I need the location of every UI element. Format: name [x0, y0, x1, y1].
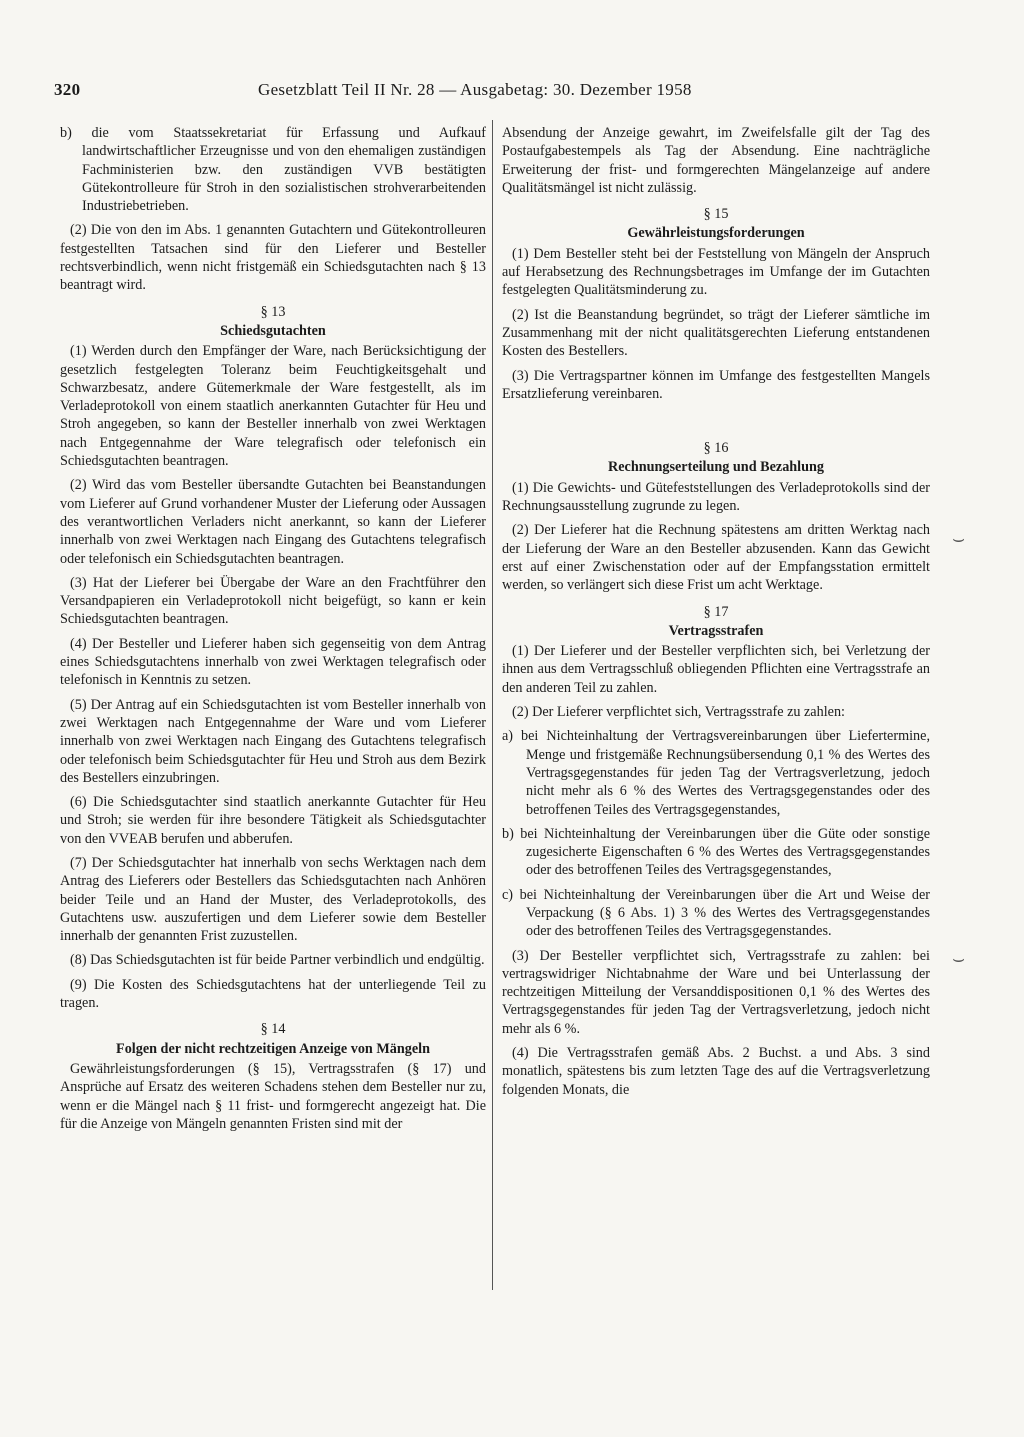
page-number: 320 — [54, 80, 81, 99]
paragraph-15-2: (2) Ist die Beanstandung begründet, so trägt der Lieferer sämtliche im Zusammenhang mit der nicht qualitätsgerechten Lieferung entstandenen Kosten des Bestellers. — [502, 306, 930, 360]
section-16-number: § 16 — [703, 440, 729, 457]
paragraph-17-2-item-b: b) bei Nichteinhaltung der Vereinbarungen über die Güte oder sonstige zugesicherte Eigenschaften 6 % des Wertes des Vertragsgegenstandes oder des betroffenen Teiles des Vertragsgegenstandes, — [502, 825, 930, 879]
margin-mark: ⌣ — [952, 528, 966, 550]
paragraph-13-9: (9) Die Kosten des Schiedsgutachtens hat der unterliegende Teil zu tragen. — [60, 976, 486, 1012]
paragraph-12-item-b: b) die vom Staatssekretariat für Erfassung und Aufkauf landwirtschaftlicher Erzeugnisse und von den ehemaligen zuständigen Fachministerien bzw. den zuständigen VVB bestätigten Gütekontrolleure für Stroh in den sozialistischen strohverarbeitenden Industriebetrieben. — [60, 125, 486, 215]
section-13-title: Schiedsgutachten — [220, 322, 326, 339]
margin-mark: ⌣ — [952, 948, 966, 970]
paragraph-13-2: (2) Wird das vom Besteller übersandte Gutachten bei Beanstandungen vom Lieferer auf Grund vorhandener Muster der Lieferung oder Aussagen des verantwortlichen Verladers nicht anerkannt, so kann der Lieferer innerhalb von zwei Werktagen nach Eingang des Gutachtens telegrafisch oder telefonisch ein Schiedsgutachten beantragen. — [60, 477, 486, 567]
paragraph-13-1: (1) Werden durch den Empfänger der Ware, nach Berücksichtigung der gesetzlich festgelegten Toleranz beim Feuchtigkeitsgehalt und Schwarzbesatz, andere Gütemerkmale der Ware festgestellt, als im Verladeprotokoll von einem staatlich anerkannten Gutachter für Heu und Stroh angegeben, so kann der Besteller innerhalb von zwei Werktagen nach Entgegennahme der Ware telegrafisch oder telefonisch ein Schiedsgutachten beantragen. — [60, 343, 486, 470]
paragraph-17-4: (4) Die Vertragsstrafen gemäß Abs. 2 Buchst. a und Abs. 3 sind monatlich, spätestens bis zum letzten Tage des auf die Vertragsverletzung folgenden Monats, die — [502, 1045, 930, 1098]
section-15-title: Gewährleistungsforderungen — [627, 225, 805, 242]
paragraph-17-2: (2) Der Lieferer verpflichtet sich, Vertragsstrafe zu zahlen: — [512, 704, 845, 721]
section-17-number: § 17 — [703, 603, 729, 620]
section-15-number: § 15 — [703, 206, 729, 223]
section-13-number: § 13 — [260, 303, 286, 320]
paragraph-13-7: (7) Der Schiedsgutachter hat innerhalb von sechs Werktagen nach dem Antrag des Lieferers oder Bestellers das Schiedsgutachten nach Anhören beider Teile und an Hand der Muster, des Verladeprotokolls, des Gutachtens usw. auszufertigen und dem Lieferer sowie dem Besteller innerhalb der genannten Frist zuzustellen. — [60, 854, 486, 945]
right-column — [502, 124, 930, 1105]
paragraph-17-2-item-c: c) bei Nichteinhaltung der Vereinbarungen über die Art und Weise der Verpackung (§ 6 Abs. 1) 3 % des Wertes des Vertragsgegenstandes oder des betroffenen Teiles des Vertragsgegenstandes. — [502, 886, 930, 940]
section-16-title: Rechnungserteilung und Bezahlung — [607, 459, 824, 476]
section-14-title: Folgen der nicht rechtzeitigen Anzeige von Mängeln — [116, 1040, 430, 1057]
paragraph-16-1: (1) Die Gewichts- und Gütefeststellungen des Verladeprotokolls sind der Rechnungsausstellung zugrunde zu legen. — [502, 479, 930, 515]
column-divider — [492, 120, 493, 1290]
section-17-title: Vertragsstrafen — [668, 622, 764, 639]
section-14-number: § 14 — [260, 1021, 286, 1038]
left-column — [60, 124, 486, 1139]
paragraph-16-2: (2) Der Lieferer hat die Rechnung spätestens am dritten Werktag nach der Lieferung der Ware an den Besteller abzusenden. Kann das Gewicht erst auf einer Zwischenstation oder auf der Empfangsstation ermittelt werden, so verlängert sich diese Frist um acht Werktage. — [502, 522, 930, 594]
paragraph-13-4: (4) Der Besteller und Lieferer haben sich gegenseitig von dem Antrag eines Schiedsgutachtens innerhalb von zwei Werktagen telegrafisch oder telefonisch in Kenntnis zu setzen. — [60, 635, 486, 689]
paragraph-13-3: (3) Hat der Lieferer bei Übergabe der Ware an den Frachtführer den Versandpapieren ein Verladeprotokoll nicht beigefügt, so kann er kein Schiedsgutachten beantragen. — [60, 574, 486, 628]
paragraph-17-3: (3) Der Besteller verpflichtet sich, Vertragsstrafe zu zahlen: bei vertragswidriger Nichtabnahme der Ware und bei Unterlassung der rechtzeitigen Mitteilung der Versanddispositionen 0,1 % des Wertes des Vertragsgegenstandes für jeden Tag der Vertragsverletzung, jedoch nicht mehr als 6 %. — [502, 947, 930, 1037]
paragraph-15-3: (3) Die Vertragspartner können im Umfange des festgestellten Mangels Ersatzlieferung vereinbaren. — [502, 367, 930, 402]
paragraph-13-6: (6) Die Schiedsgutachter sind staatlich anerkannte Gutachter für Heu und Stroh; sie werden für ihre besondere Tätigkeit als Schiedsgutachter von den VVEAB berufen und abberufen. — [60, 794, 486, 847]
paragraph-14-1: Gewährleistungsforderungen (§ 15), Vertragsstrafen (§ 17) und Ansprüche auf Ersatz des weiteren Schadens stehen dem Besteller nur zu, wenn er die Mängel nach § 11 frist- und formgerecht angezeigt hat. Die für die Anzeige von Mängeln genannten Fristen sind mit der — [60, 1060, 486, 1132]
paragraph-13-5: (5) Der Antrag auf ein Schiedsgutachten ist vom Besteller innerhalb von zwei Werktagen nach Entgegennahme der Ware und vom Lieferer innerhalb von zwei Werktagen nach Eingang des Gutachtens telegrafisch oder telefonisch beim Schiedsgutachter für Heu und Stroh aus dem Bezirk des Bestellers einzubringen. — [60, 696, 486, 786]
paragraph-17-1: (1) Der Lieferer und der Besteller verpflichten sich, bei Verletzung der ihnen aus dem Vertragsschluß obliegenden Pflichten eine Vertragsstrafe an den anderen Teil zu zahlen. — [502, 643, 930, 696]
paragraph-15-1: (1) Dem Besteller steht bei der Feststellung von Mängeln der Anspruch auf Herabsetzung des Rechnungsbetrages im Umfange der im Gutachten festgelegten Qualitätsminderung zu. — [502, 245, 930, 299]
paragraph-13-8: (8) Das Schiedsgutachten ist für beide Partner verbindlich und endgültig. — [70, 952, 485, 969]
paragraph-12-2: (2) Die von den im Abs. 1 genannten Gutachtern und Gütekontrolleuren festgestellten Tatsachen sind für den Lieferer und Besteller rechtsverbindlich, wenn nicht fristgemäß ein Schiedsgutachten nach § 13 beantragt wird. — [60, 222, 486, 294]
paragraph-17-2-item-a: a) bei Nichteinhaltung der Vertragsvereinbarungen über Liefertermine, Menge und fristgemäße Rechnungsübersendung 0,1 % des Wertes des Vertragsgegenstandes für jeden Tag der Vertragsverletzung, jedoch nicht mehr als 6 % des Wertes des Vertragsgegenstandes oder des betroffenen Teiles des Vertragsgegenstandes, — [502, 728, 930, 818]
paragraph-14-continuation: Absendung der Anzeige gewahrt, im Zweifelsfalle gilt der Tag des Postaufgabestempels als Tag der Absendung. Eine nachträgliche Erweiterung der frist- und formgerechten Mängelanzeige auf andere Qualitätsmängel ist nicht zulässig. — [502, 125, 930, 196]
running-title: Gesetzblatt Teil II Nr. 28 — Ausgabetag: 30. Dezember 1958 — [258, 80, 692, 99]
